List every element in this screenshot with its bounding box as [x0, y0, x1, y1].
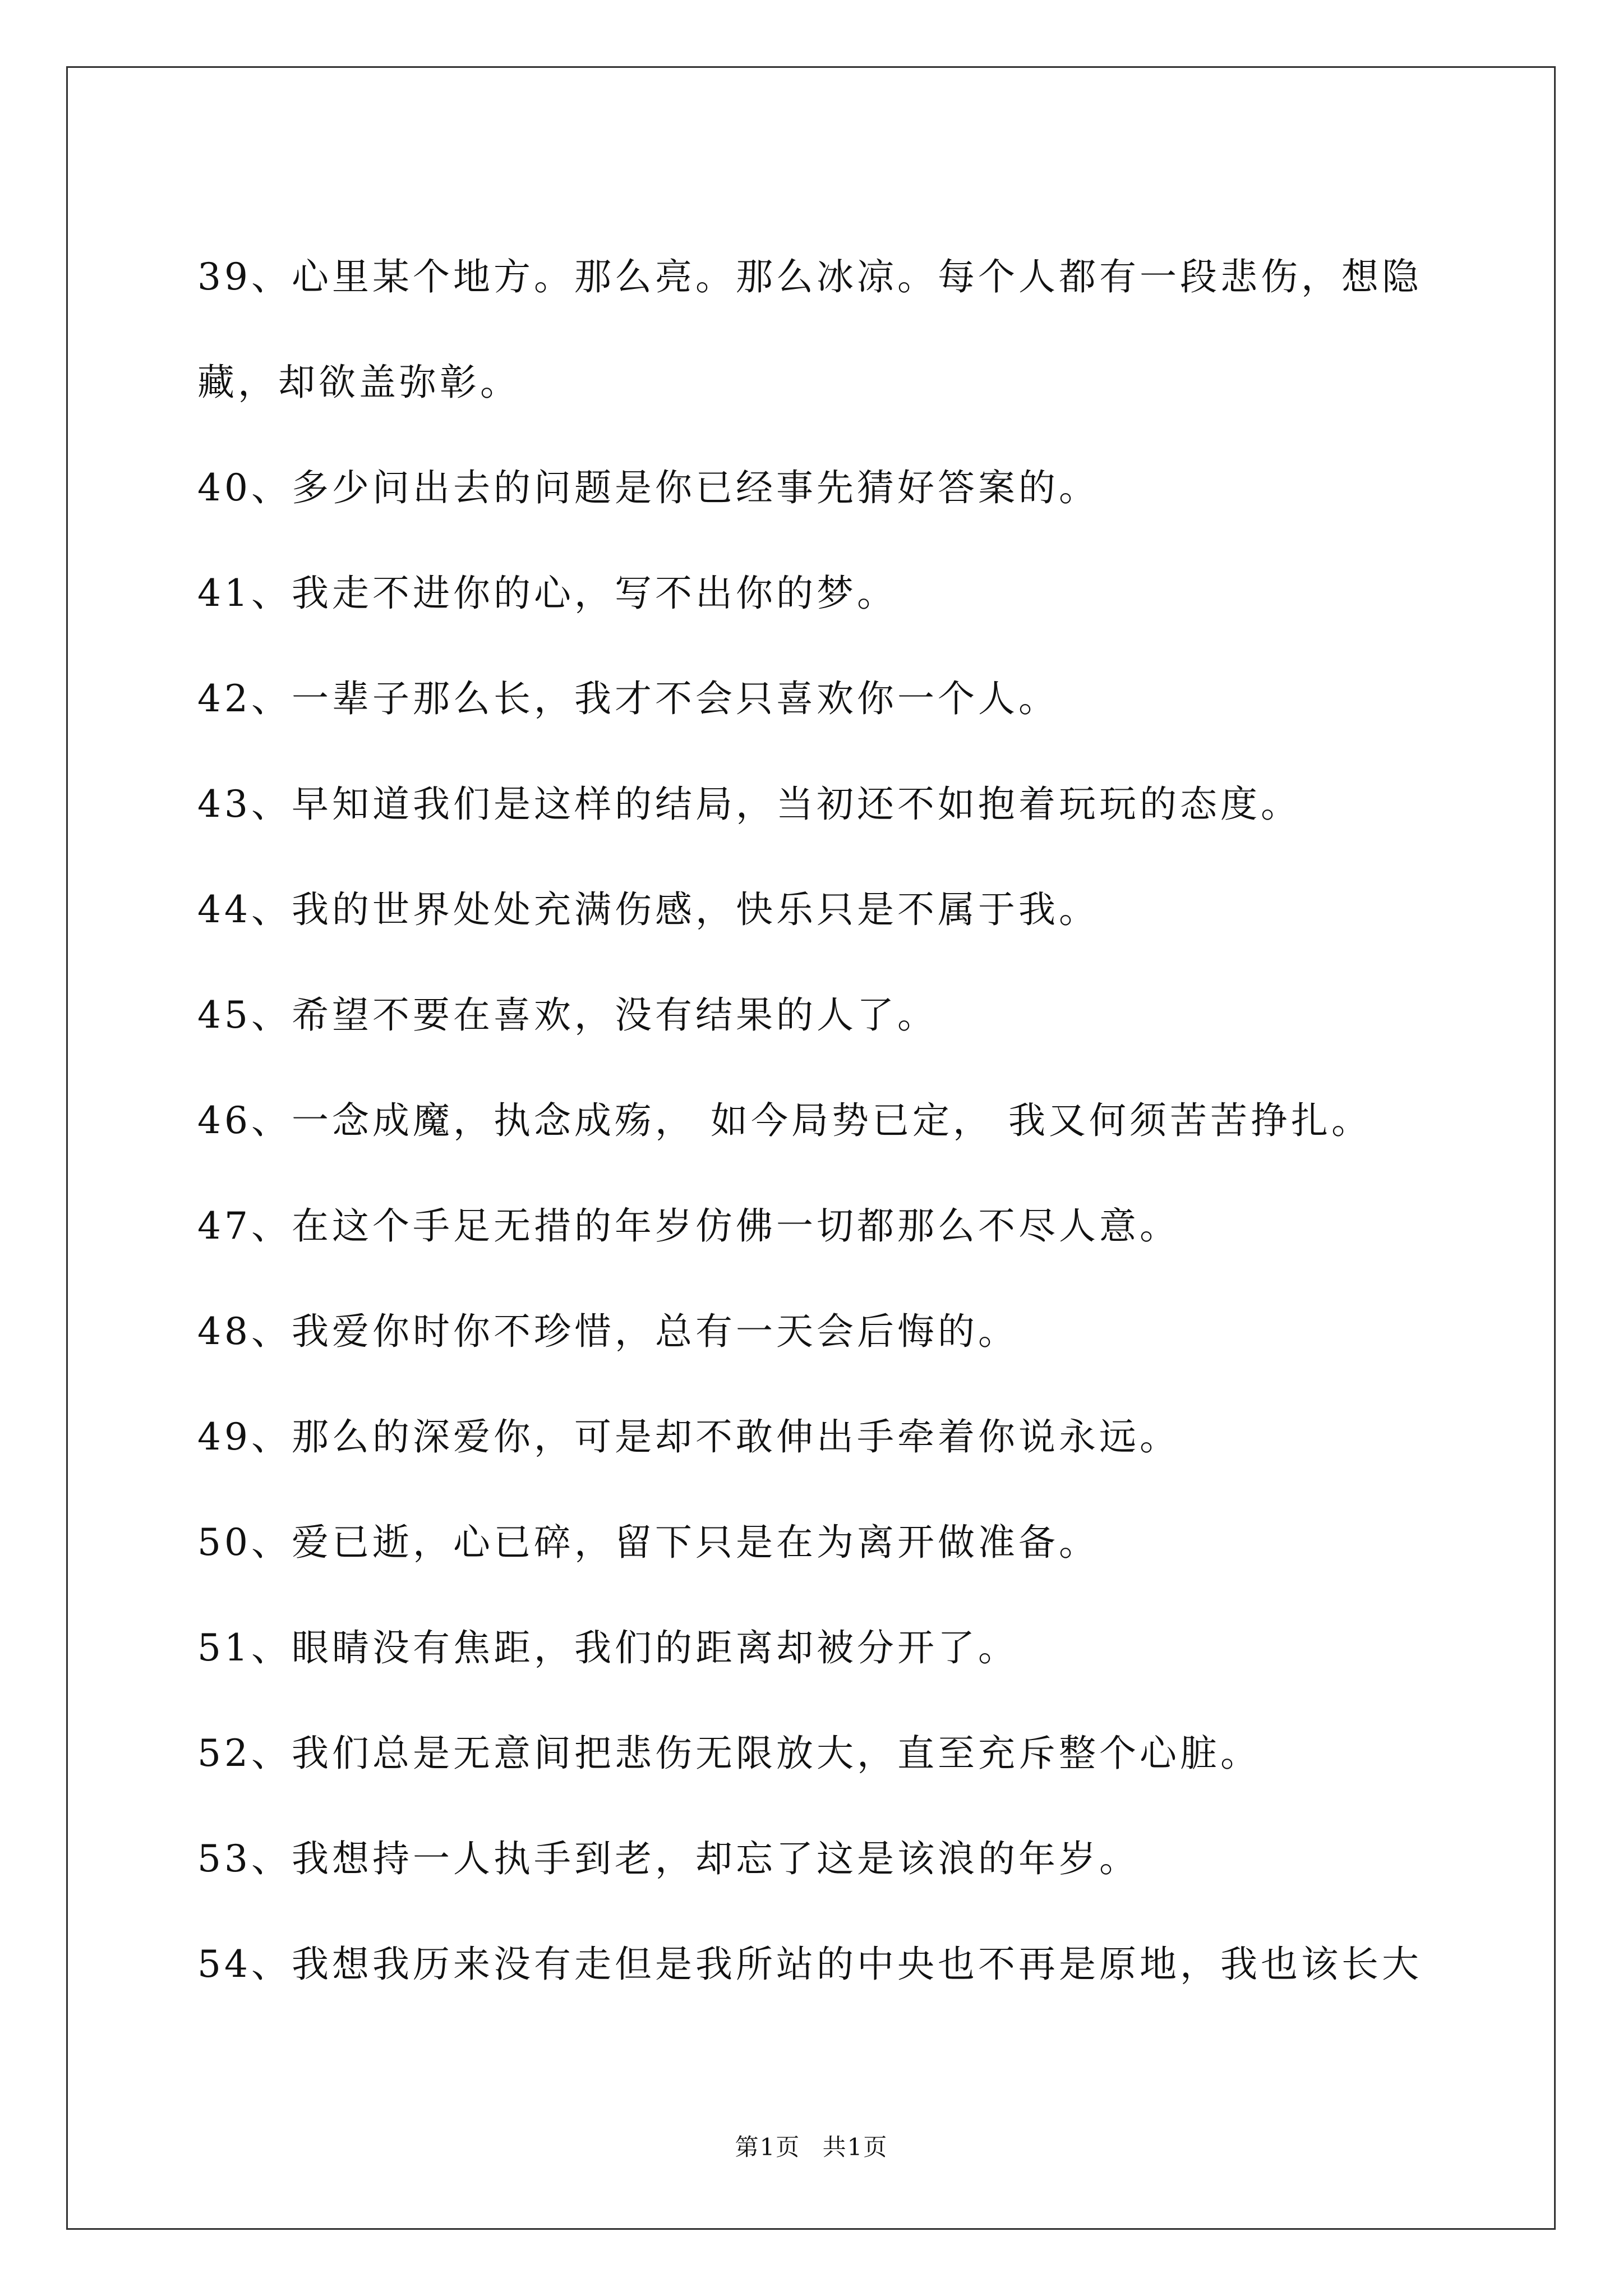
paragraph-51: 51、眼睛没有焦距，我们的距离却被分开了。: [197, 1626, 1018, 1669]
paragraph-53: 53、我想持一人执手到老，却忘了这是该浪的年岁。: [197, 1837, 1140, 1880]
page-number: 第1页: [735, 2133, 801, 2161]
paragraph-40: 40、多少问出去的问题是你已经事先猜好答案的。: [197, 466, 1099, 509]
paragraph-46: 46、一念成魔，执念成殇， 如今局势已定， 我又何须苦苦挣扎。: [197, 1099, 1372, 1142]
paragraph-47: 47、在这个手足无措的年岁仿佛一切都那么不尽人意。: [197, 1204, 1180, 1248]
paragraph-43: 43、早知道我们是这样的结局，当初还不如抱着玩玩的态度。: [197, 783, 1301, 826]
page-total: 共1页: [822, 2133, 888, 2161]
paragraph-42: 42、一辈子那么长，我才不会只喜欢你一个人。: [197, 677, 1059, 720]
page-footer: [0, 2129, 1623, 2162]
paragraph-45: 45、希望不要在喜欢，没有结果的人了。: [197, 993, 938, 1037]
paragraph-52: 52、我们总是无意间把悲伤无限放大，直至充斥整个心脏。: [197, 1732, 1261, 1775]
paragraph-48: 48、我爱你时你不珍惜，总有一天会后悔的。: [197, 1310, 1018, 1353]
paragraph-44: 44、我的世界处处充满伤感，快乐只是不属于我。: [197, 888, 1099, 931]
document-body: [197, 224, 1454, 2017]
paragraph-41: 41、我走不进你的心，写不出你的梦。: [197, 572, 897, 615]
paragraph-50: 50、爱已逝，心已碎，留下只是在为离开做准备。: [197, 1521, 1099, 1564]
paragraph-39: 39、心里某个地方。那么亮。那么冰凉。每个人都有一段悲伤，想隐藏，却欲盖弥彰。: [197, 255, 1422, 404]
paragraph-49: 49、那么的深爱你，可是却不敢伸出手牵着你说永远。: [197, 1415, 1180, 1458]
paragraph-54: 54、我想我历来没有走但是我所站的中央也不再是原地，我也该长大: [197, 1943, 1422, 1986]
